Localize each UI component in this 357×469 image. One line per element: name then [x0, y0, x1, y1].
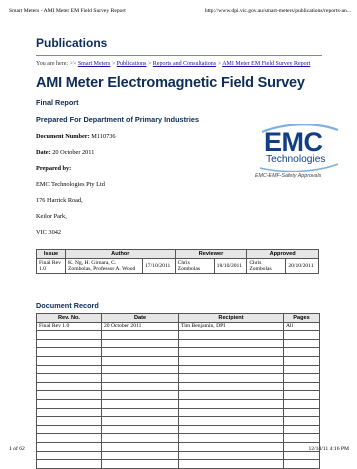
report-subtitle: Final Report — [36, 98, 79, 107]
document-number-label: Document Number: — [36, 133, 90, 140]
record-cell — [179, 399, 284, 408]
record-cell — [284, 331, 320, 340]
record-cell — [284, 356, 320, 365]
breadcrumb-separator: > — [217, 61, 222, 67]
page-content — [36, 36, 336, 330]
col-approved: Approved — [247, 250, 319, 259]
table-row — [37, 331, 320, 340]
col-pages: Pages — [284, 314, 320, 323]
table-row — [37, 408, 320, 417]
table-row — [37, 451, 320, 460]
col-reviewer: Reviewer — [175, 250, 247, 259]
table-row — [37, 356, 320, 365]
record-cell — [102, 425, 179, 434]
print-header — [9, 8, 351, 14]
record-cell — [179, 348, 284, 357]
table-row — [37, 391, 320, 400]
record-cell — [284, 434, 320, 443]
col-issue: Issue — [37, 250, 66, 259]
col-date: Date — [102, 314, 179, 323]
emc-logo — [254, 124, 342, 184]
address-line-4: VIC 3042 — [36, 229, 62, 236]
table-row — [37, 417, 320, 426]
record-cell — [37, 339, 102, 348]
record-cell — [102, 365, 179, 374]
logo-tagline: EMC-EMF-Safety Approvals — [255, 173, 322, 179]
table-row — [37, 339, 320, 348]
print-footer — [9, 446, 349, 452]
col-recipient: Recipient — [179, 314, 284, 323]
issue-table — [36, 249, 319, 274]
record-cell — [37, 356, 102, 365]
author-cell: K. Ng, H. Girnara, C. Zombolas, Professor A. Wood — [66, 259, 143, 274]
table-row — [37, 348, 320, 357]
record-cell — [102, 451, 179, 460]
divider — [36, 55, 322, 56]
issue-cell: Final Rev 1.0 — [37, 259, 66, 274]
table-row — [37, 382, 320, 391]
record-cell — [179, 382, 284, 391]
breadcrumb-link-reports[interactable]: Reports and Consultations — [152, 61, 217, 67]
date-label: Date: — [36, 149, 51, 156]
record-cell — [37, 460, 102, 469]
record-cell — [179, 365, 284, 374]
record-cell — [37, 408, 102, 417]
breadcrumb-link-current-report[interactable]: AMI Meter EM Field Survey Report — [222, 61, 311, 67]
record-cell — [179, 356, 284, 365]
prepared-for: Prepared For Department of Primary Industries — [36, 115, 200, 124]
record-cell — [102, 434, 179, 443]
approver-cell: Chris Zombolas — [247, 259, 286, 274]
record-table-header — [37, 314, 320, 323]
record-cell — [37, 374, 102, 383]
address-line-1: EMC Technologies Pty Ltd — [36, 181, 105, 188]
record-cell — [284, 391, 320, 400]
record-cell — [37, 399, 102, 408]
record-cell — [102, 408, 179, 417]
table-row — [37, 374, 320, 383]
reviewer-cell: Chris Zombolas — [175, 259, 214, 274]
breadcrumb-separator: > — [147, 61, 152, 67]
col-rev-no: Rev. No. — [37, 314, 102, 323]
record-cell — [102, 348, 179, 357]
table-row — [37, 425, 320, 434]
record-cell — [179, 434, 284, 443]
record-cell — [37, 391, 102, 400]
record-cell — [37, 382, 102, 391]
record-cell — [179, 408, 284, 417]
document-record-heading: Document Record — [36, 301, 99, 310]
breadcrumb — [36, 60, 326, 68]
section-heading: Publications — [36, 36, 108, 50]
table-row — [37, 365, 320, 374]
table-row — [37, 434, 320, 443]
print-header-title: Smart Meters - AMI Meter EM Field Survey Report — [9, 8, 126, 14]
record-cell — [284, 365, 320, 374]
print-header-url: http://www.dpi.vic.gov.au/smart-meters/publications/reports-an... — [204, 8, 351, 14]
breadcrumb-separator: > — [111, 61, 116, 67]
address-line-2: 176 Harrick Road, — [36, 197, 83, 204]
record-cell — [37, 434, 102, 443]
record-cell — [102, 339, 179, 348]
approved-date-cell: 20/10/2011 — [286, 259, 319, 274]
record-cell — [37, 331, 102, 340]
record-cell — [284, 374, 320, 383]
prepared-by-label: Prepared by: — [36, 165, 72, 172]
record-cell — [179, 417, 284, 426]
record-cell — [284, 451, 320, 460]
record-cell — [179, 425, 284, 434]
breadcrumb-prefix: You are here: >> — [36, 61, 77, 67]
record-cell: Tim Benjamin, DPI — [179, 322, 284, 331]
record-cell — [284, 382, 320, 391]
page-title: AMI Meter Electromagnetic Field Survey — [36, 75, 305, 91]
issue-table-header — [37, 250, 319, 259]
logo-text-technologies: Technologies — [266, 154, 326, 165]
record-cell: Final Rev 1.0 — [37, 322, 102, 331]
page-count: 1 of 62 — [9, 446, 25, 452]
record-cell — [37, 417, 102, 426]
breadcrumb-link-publications[interactable]: Publications — [116, 61, 147, 67]
breadcrumb-link-smart-meters[interactable]: Smart Meters — [77, 61, 111, 67]
record-cell — [102, 356, 179, 365]
logo-text-emc: EMC — [264, 127, 323, 157]
table-row — [37, 322, 320, 331]
reviewer-date-cell: 18/10/2011 — [214, 259, 247, 274]
record-cell — [179, 451, 284, 460]
record-cell — [284, 339, 320, 348]
record-cell — [179, 339, 284, 348]
table-row — [37, 259, 319, 274]
record-cell — [179, 331, 284, 340]
record-cell — [179, 391, 284, 400]
table-row — [37, 399, 320, 408]
record-cell — [102, 331, 179, 340]
record-cell — [284, 408, 320, 417]
address-line-3: Keilor Park, — [36, 213, 67, 220]
record-cell — [37, 348, 102, 357]
record-cell — [102, 399, 179, 408]
record-cell — [179, 374, 284, 383]
date-value: 20 October 2011 — [52, 149, 95, 156]
record-cell — [102, 382, 179, 391]
table-row — [37, 460, 320, 469]
record-cell — [284, 399, 320, 408]
author-date-cell: 17/10/2011 — [143, 259, 176, 274]
record-cell — [37, 451, 102, 460]
document-number-value: M110736 — [91, 133, 116, 140]
record-cell — [102, 374, 179, 383]
record-cell — [284, 417, 320, 426]
record-cell — [37, 365, 102, 374]
record-cell — [284, 425, 320, 434]
col-author: Author — [66, 250, 176, 259]
record-cell: All — [284, 322, 320, 331]
record-cell — [284, 460, 320, 469]
record-cell — [284, 348, 320, 357]
record-cell — [179, 460, 284, 469]
record-cell — [102, 417, 179, 426]
record-cell: 20 October 2011 — [102, 322, 179, 331]
record-cell — [37, 425, 102, 434]
record-cell — [102, 391, 179, 400]
print-timestamp: 12/14/11 4:16 PM — [308, 446, 349, 452]
record-cell — [102, 460, 179, 469]
